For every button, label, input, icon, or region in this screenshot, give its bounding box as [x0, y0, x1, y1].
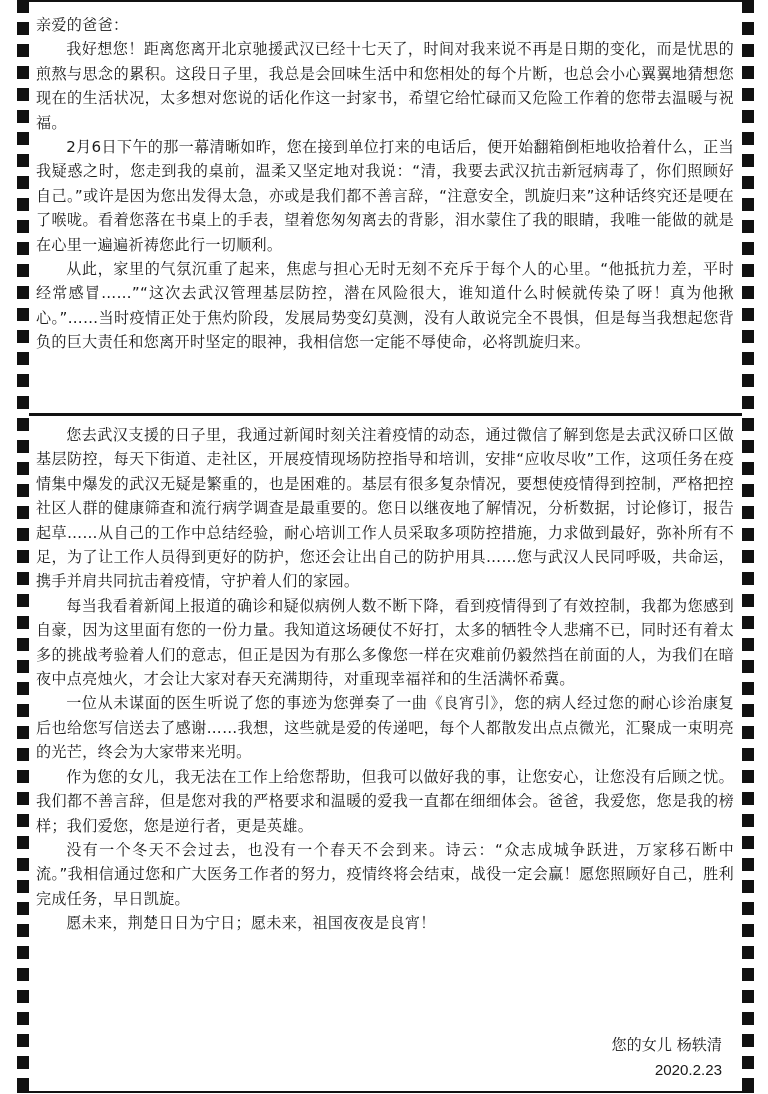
letter-paragraph: 2月6日下午的那一幕清晰如昨，您在接到单位打来的电话后，便开始翻箱倒柜地收拾着什么，正当我疑惑之时，您走到我的桌前，温柔又坚定地对我说：“清，我要去武汉抗击新冠病毒了，你们照顾好自己。”或许是因为您出发得太急，亦或是我们都不善言辞，“注意安全，凯旋归来”这种话终究还是哽在了喉咙。看着您落在书桌上的手表，望着您匆匆离去的背影，泪水蒙住了我的眼睛，我唯一能做的就是在心里一遍遍祈祷您此行一切顺利。	[36, 138, 734, 254]
letter-page-2	[36, 423, 734, 936]
letter-paragraph: 作为您的女儿，我无法在工作上给您帮助，但我可以做好我的事，让您安心，让您没有后顾之忧。我们都不善言辞，但是您对我的严格要求和温暖的爱我一直都在细细体会。爸爸，我爱您，您是我的榜样；我们爱您，您是逆行者，更是英雄。	[36, 767, 734, 835]
letter-paragraph: 一位从未谋面的医生听说了您的事迹为您弹奏了一曲《良宵引》，您的病人经过您的耐心诊治康复后也给您写信送去了感谢……我想，这些就是爱的传递吧，每个人都散发出点点微光，汇聚成一束明亮的光芒，终会为大家带来光明。	[36, 694, 734, 762]
letter-date: 2020.2.23	[654, 1062, 722, 1079]
letter-page-1	[36, 13, 734, 355]
right-film-border	[742, 0, 754, 1094]
letter-signature: 您的女儿 杨轶清	[611, 1036, 722, 1054]
letter-paragraph: 从此，家里的气氛沉重了起来，焦虑与担心无时无刻不充斥于每个人的心里。“他抵抗力差，平时经常感冒……”“这次去武汉管理基层防控，潜在风险很大，谁知道什么时候就传染了呀！真为他揪心。”……当时疫情正处于焦灼阶段，发展局势变幻莫测，没有人敢说完全不畏惧，但是每当我想起您背负的巨大责任和您离开时坚定的眼神，我相信您一定能不辱使命，必将凯旋归来。	[36, 260, 734, 352]
letter-paragraph: 愿未来，荆楚日日为宁日；愿未来，祖国夜夜是良宵！	[66, 914, 436, 933]
letter-paragraph: 您去武汉支援的日子里，我通过新闻时刻关注着疫情的动态，通过微信了解到您是去武汉硚口区做基层防控，每天下街道、走社区，开展疫情现场防控指导和培训，安排“应收尽收”工作，这项任务在疫情集中爆发的武汉无疑是繁重的，也是困难的。基层有很多复杂情况，要想使疫情得到控制，严格把控社区人群的健康筛查和流行病学调查是最重要的。您日以继夜地了解情况，分析数据，讨论修订，报告起草……从自己的工作中总结经验，耐心培训工作人员采取多项防控措施，力求做到最好，弥补所有不足，为了让工作人员得到更好的防护，您还会让出自己的防护用具……您与武汉人民同呼吸，共命运，携手并肩共同抗击着疫情，守护着人们的家园。	[36, 426, 734, 591]
bottom-border	[17, 1091, 754, 1093]
page-divider	[29, 413, 742, 416]
top-border	[17, 0, 754, 2]
letter-paragraph: 没有一个冬天不会过去，也没有一个春天不会到来。诗云：“众志成城争跃进，万家移石断中流。”我相信通过您和广大医务工作者的努力，疫情终将会结束，战役一定会赢！愿您照顾好自己，胜利完成任务，早日凯旋。	[36, 840, 734, 908]
letter-salutation: 亲爱的爸爸：	[36, 16, 129, 34]
letter-paragraph: 我好想您！距离您离开北京驰援武汉已经十七天了，时间对我来说不再是日期的变化，而是忧思的煎熬与思念的累积。这段日子里，我总是会回味生活中和您相处的每个片断，也总会小心翼翼地猜想您现在的生活状况，太多想对您说的话化作这一封家书，希望它给忙碌而又危险工作着的您带去温暖与祝福。	[36, 40, 734, 132]
left-film-border	[17, 0, 29, 1094]
letter-paragraph: 每当我看着新闻上报道的确诊和疑似病例人数不断下降，看到疫情得到了有效控制，我都为您感到自豪，因为这里面有您的一份力量。我知道这场硬仗不好打，太多的牺牲令人悲痛不已，同时还有着太多的挑战考验着人们的意志，但正是因为有那么多像您一样在灾难前仍毅然挡在前面的人，为我们在暗夜中点亮烛火，才会让大家对春天充满期待，对重现幸福祥和的生活满怀希冀。	[36, 596, 734, 689]
